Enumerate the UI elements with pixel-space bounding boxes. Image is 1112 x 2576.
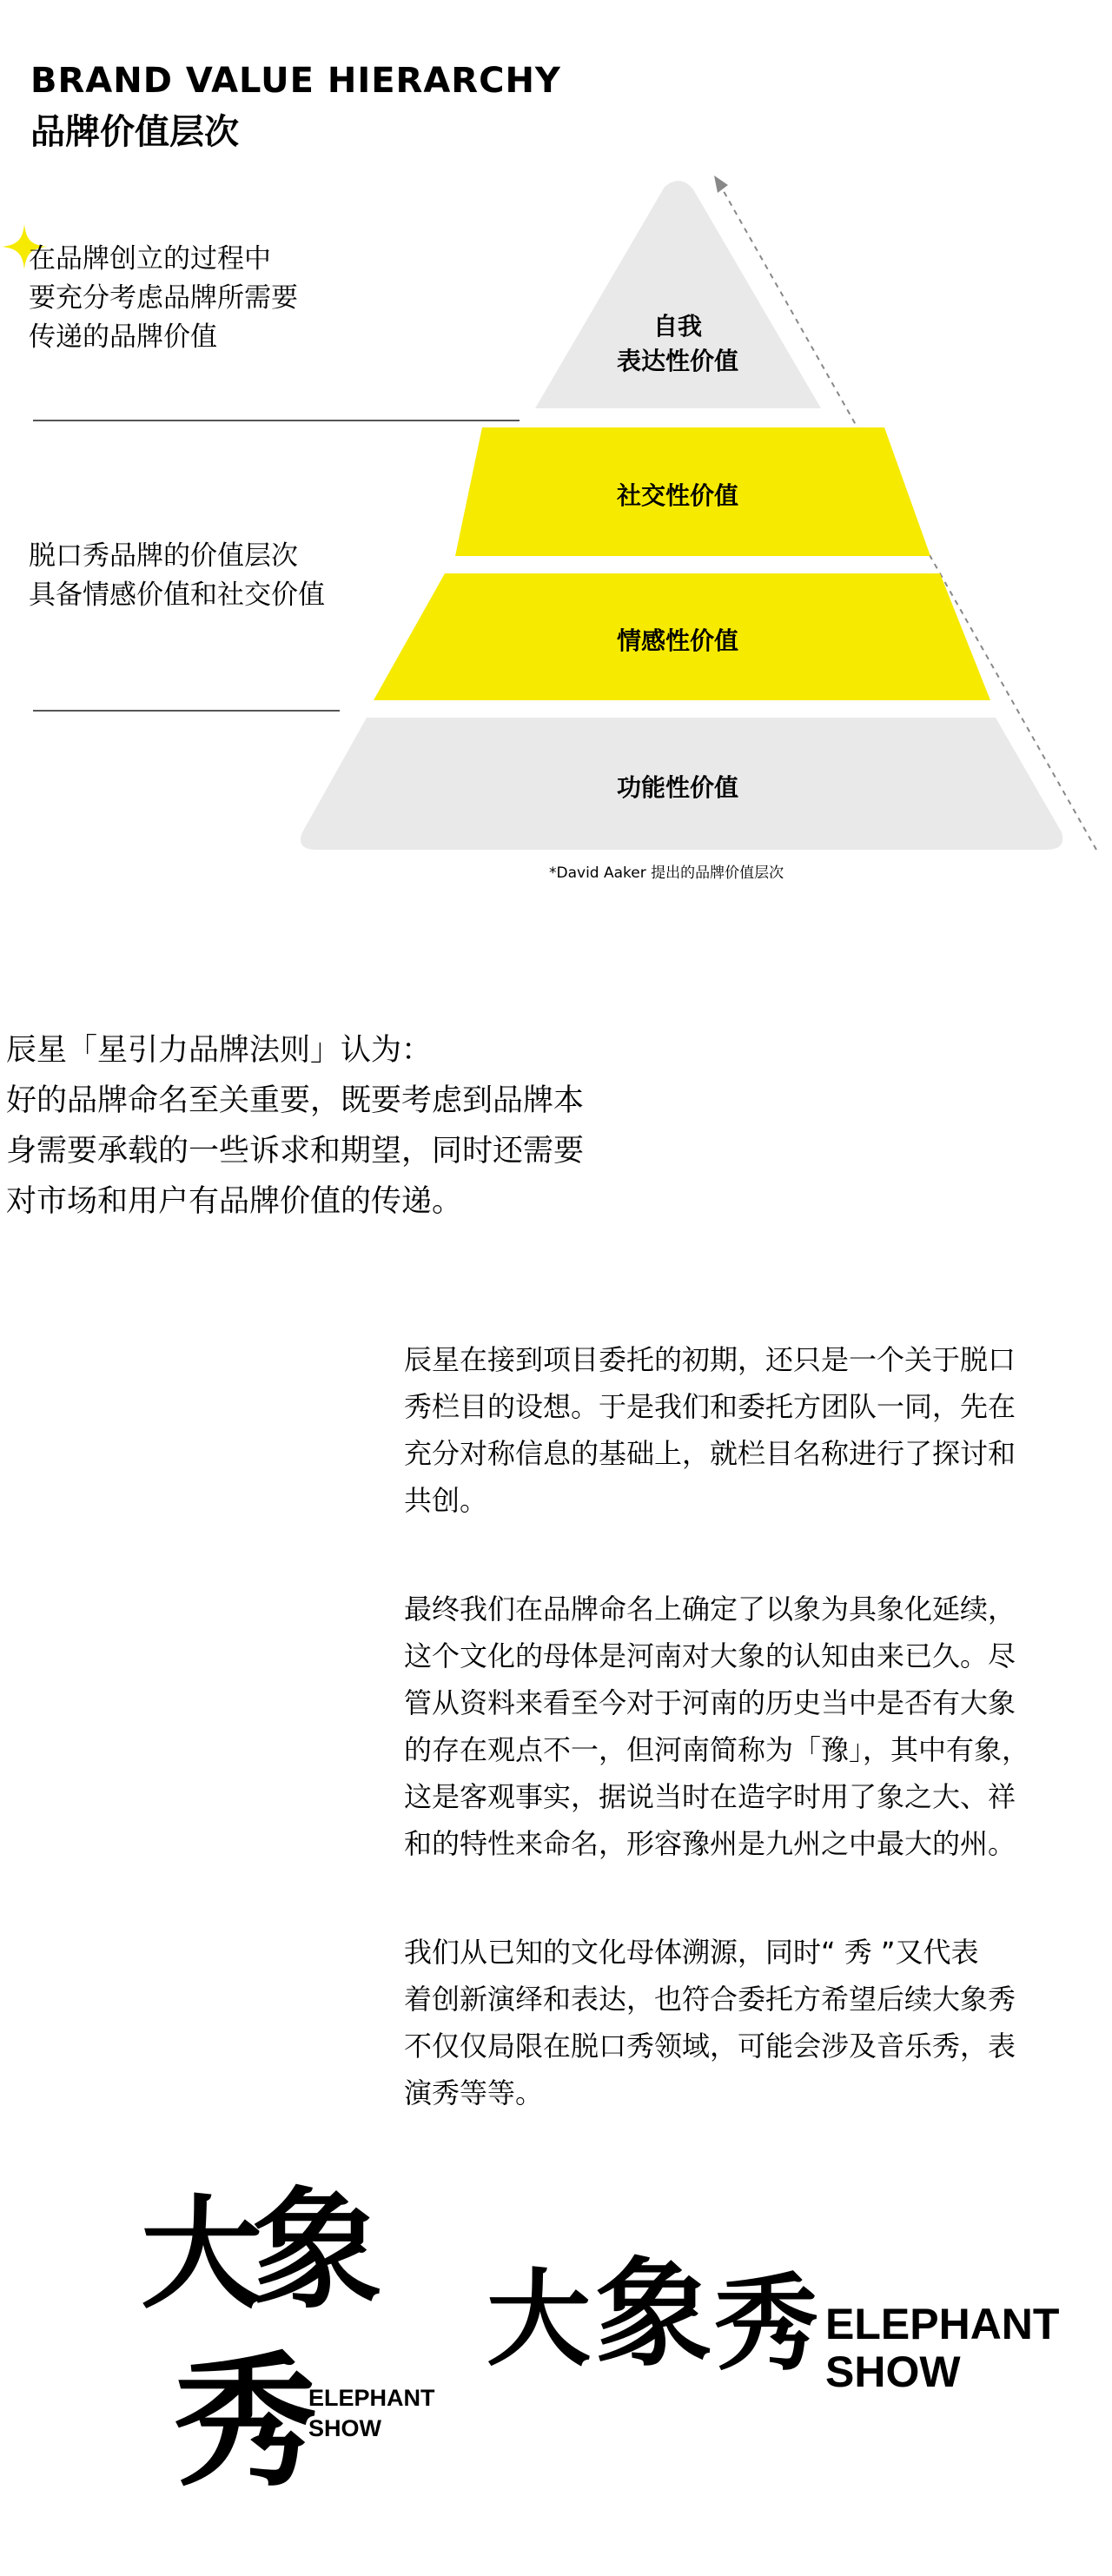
tier-social-label: 社交性价值: [616, 481, 738, 510]
logo-char: 象: [252, 2174, 383, 2327]
paragraph-line: 的存在观点不一，但河南简称为「豫」，其中有象，: [404, 1733, 1030, 1766]
paragraph-naming: [404, 1586, 1029, 1867]
paragraph-line: 演秀等等。: [404, 2076, 544, 2109]
paragraph-line: 着创新演绎和表达，也符合委托方希望后续大象秀: [404, 1983, 1016, 2016]
paragraph-line: 秀栏目的设想。于是我们和委托方团队一同，先在: [404, 1390, 1016, 1423]
logo-char: 大: [141, 2183, 263, 2326]
paragraph-line: 最终我们在品牌命名上确定了以象为具象化延续，: [404, 1593, 1016, 1626]
logo-char: 秀: [174, 2337, 317, 2506]
title-chinese: 品牌价值层次: [30, 112, 239, 152]
tier-functional-label: 功能性价值: [616, 773, 738, 802]
paragraph-line: 共创。: [404, 1484, 488, 1517]
logo-en-line: ELEPHANT: [825, 2300, 1060, 2348]
paragraph-line: 这是客观事实，据说当时在造字时用了象之大、祥: [404, 1780, 1016, 1813]
logo-en-line: SHOW: [308, 2415, 381, 2441]
side-note-line: 脱口秀品牌的价值层次: [29, 540, 298, 572]
quote-line: 身需要承载的一些诉求和期望，同时还需要: [6, 1134, 585, 1169]
side-note-line: 在品牌创立的过程中: [29, 243, 271, 275]
brand-law-quote: [6, 1025, 584, 1227]
logo-en-line: ELEPHANT: [308, 2385, 435, 2411]
side-note-line: 具备情感价值和社交价值: [29, 579, 325, 611]
tier-top-label-line: 自我: [652, 312, 702, 341]
paragraph-project-start: [404, 1336, 1016, 1524]
paragraph-culture-source: [404, 1929, 1016, 2116]
paragraph-line: 不仅仅局限在脱口秀领域，可能会涉及音乐秀，表: [404, 2030, 1016, 2063]
side-note-line: 要充分考虑品牌所需要: [29, 282, 298, 314]
tier-top-label: [591, 309, 764, 379]
title-english: BRAND VALUE HIERARCHY: [30, 61, 561, 101]
quote-line: 对市场和用户有品牌价值的传递。: [6, 1184, 463, 1219]
paragraph-line: 我们从已知的文化母体溯源，同时“ 秀 ”又代表: [404, 1936, 979, 1969]
logo-char: 秀: [714, 2262, 818, 2385]
quote-line: 辰星「星引力品牌法则」认为：: [6, 1033, 433, 1068]
paragraph-line: 管从资料来看至今对于河南的历史当中是否有大象: [404, 1686, 1016, 1719]
paragraph-line: 这个文化的母体是河南对大象的认知由来已久。尽: [404, 1639, 1016, 1672]
pyramid-caption: *David Aaker 提出的品牌价值层次: [549, 864, 784, 882]
logo-char: 象: [595, 2244, 712, 2382]
logo-char: 大: [486, 2258, 591, 2381]
logo-horizontal: [486, 2244, 1060, 2424]
paragraph-line: 辰星在接到项目委托的初期，还只是一个关于脱口: [404, 1343, 1016, 1376]
side-note-line: 传递的品牌价值: [29, 321, 217, 353]
paragraph-line: 充分对称信息的基础上，就栏目名称进行了探讨和: [404, 1437, 1016, 1470]
quote-line: 好的品牌命名至关重要，既要考虑到品牌本: [6, 1083, 585, 1118]
paragraph-line: 和的特性来命名，形容豫州是九州之中最大的州。: [404, 1827, 1016, 1860]
arrow-head-icon: [714, 175, 728, 193]
logo-vertical: [130, 2176, 443, 2541]
logo-en-line: SHOW: [825, 2348, 961, 2396]
brand-value-pyramid: [0, 0, 1112, 886]
tier-top-label-line: 表达性价值: [616, 347, 738, 375]
tier-emotional-label: 情感性价值: [616, 626, 738, 655]
